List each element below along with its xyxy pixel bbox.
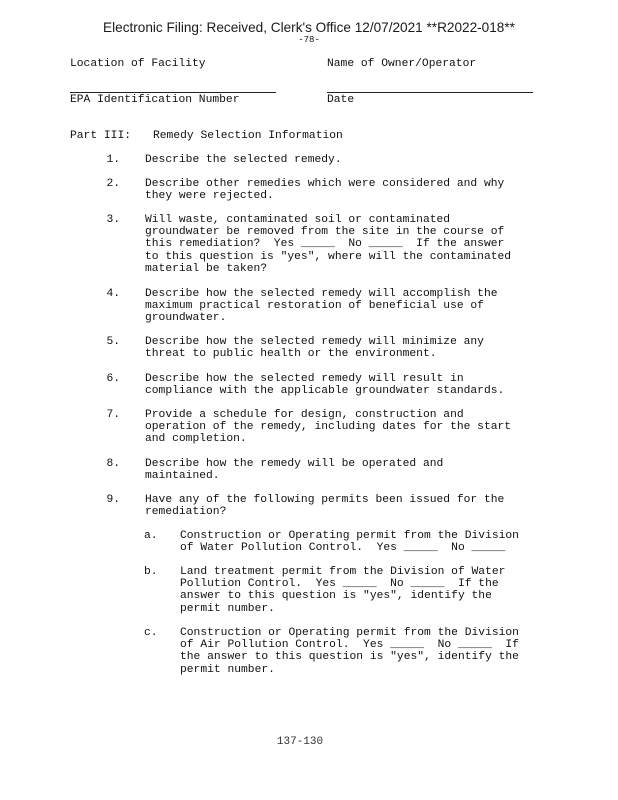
item-text-line: to this question is "yes", where will the contaminated [145,250,512,263]
item-text-line: and completion. [145,433,247,446]
item-text-line: this remediation? Yes _____ No _____ If the answer [145,238,505,251]
subitem-text-line: of Water Pollution Control. Yes _____ No _____ [180,542,506,555]
item-text-line: threat to public health or the environment. [145,348,437,361]
item-number: 6. [106,373,120,385]
epa-id-line [70,92,276,93]
item-text-line: remediation? [145,506,227,519]
item-number: 2. [106,178,120,190]
location-label: Location of Facility [70,58,206,70]
item-text-line: Describe how the selected remedy will minimize any [145,336,484,348]
subitem-text-line: the answer to this question is "yes", identify the [180,651,519,664]
filing-header: Electronic Filing: Received, Clerk's Office 12/07/2021 **R2022-018** [103,20,515,35]
item-text-line: Describe other remedies which were considered and why [145,178,505,190]
owner-label: Name of Owner/Operator [327,58,477,70]
subitem-text-line: Construction or Operating permit from the Division [180,627,519,639]
part-label: Part III: [70,130,132,142]
subitem-text-line: permit number. [180,602,275,615]
item-number: 8. [106,458,120,470]
item-text-line: Provide a schedule for design, construction and [145,409,464,421]
item-text-line: Describe how the remedy will be operated and [145,458,444,470]
subitem-text-line: Pollution Control. Yes _____ No _____ If the [180,578,499,591]
item-number: 9. [106,494,120,506]
subitem-text-line: Land treatment permit from the Division of Water [180,566,506,578]
item-text-line: they were rejected. [145,190,274,203]
item-text-line: groundwater. [145,312,227,325]
item-number: 7. [106,409,120,421]
epa-id-label: EPA Identification Number [70,94,240,106]
item-text-line: maintained. [145,470,220,483]
item-number: 1. [106,154,120,166]
date-line [327,92,533,93]
subitem-letter: c. [144,627,158,639]
item-text-line: Describe how the selected remedy will accomplish the [145,288,498,300]
subitem-text-line: Construction or Operating permit from the Division [180,530,519,542]
item-text-line: maximum practical restoration of beneficial use of [145,300,484,313]
item-text-line: material be taken? [145,262,268,275]
subitem-text-line: answer to this question is "yes", identify the [180,590,492,603]
item-number: 4. [106,288,120,300]
page-number: -78- [298,35,320,45]
item-number: 5. [106,336,120,348]
subitem-letter: a. [144,530,158,542]
item-text-line: operation of the remedy, including dates for the start [145,421,512,434]
item-text-line: Will waste, contaminated soil or contaminated [145,214,451,226]
subitem-letter: b. [144,566,158,578]
item-text-line: Describe how the selected remedy will result in [145,373,464,385]
item-text-line: groundwater be removed from the site in the course of [145,226,505,239]
item-text-line: Have any of the following permits been issued for the [145,494,505,506]
item-number: 3. [106,214,120,226]
footer-code: 137-130 [276,736,324,748]
subitem-text-line: permit number. [180,663,275,676]
item-text-line: compliance with the applicable groundwater standards. [145,385,505,398]
part-title: Remedy Selection Information [153,130,343,142]
date-label: Date [327,94,355,106]
item-text-line: Describe the selected remedy. [145,154,342,166]
subitem-text-line: of Air Pollution Control. Yes _____ No _____ If [180,639,519,652]
